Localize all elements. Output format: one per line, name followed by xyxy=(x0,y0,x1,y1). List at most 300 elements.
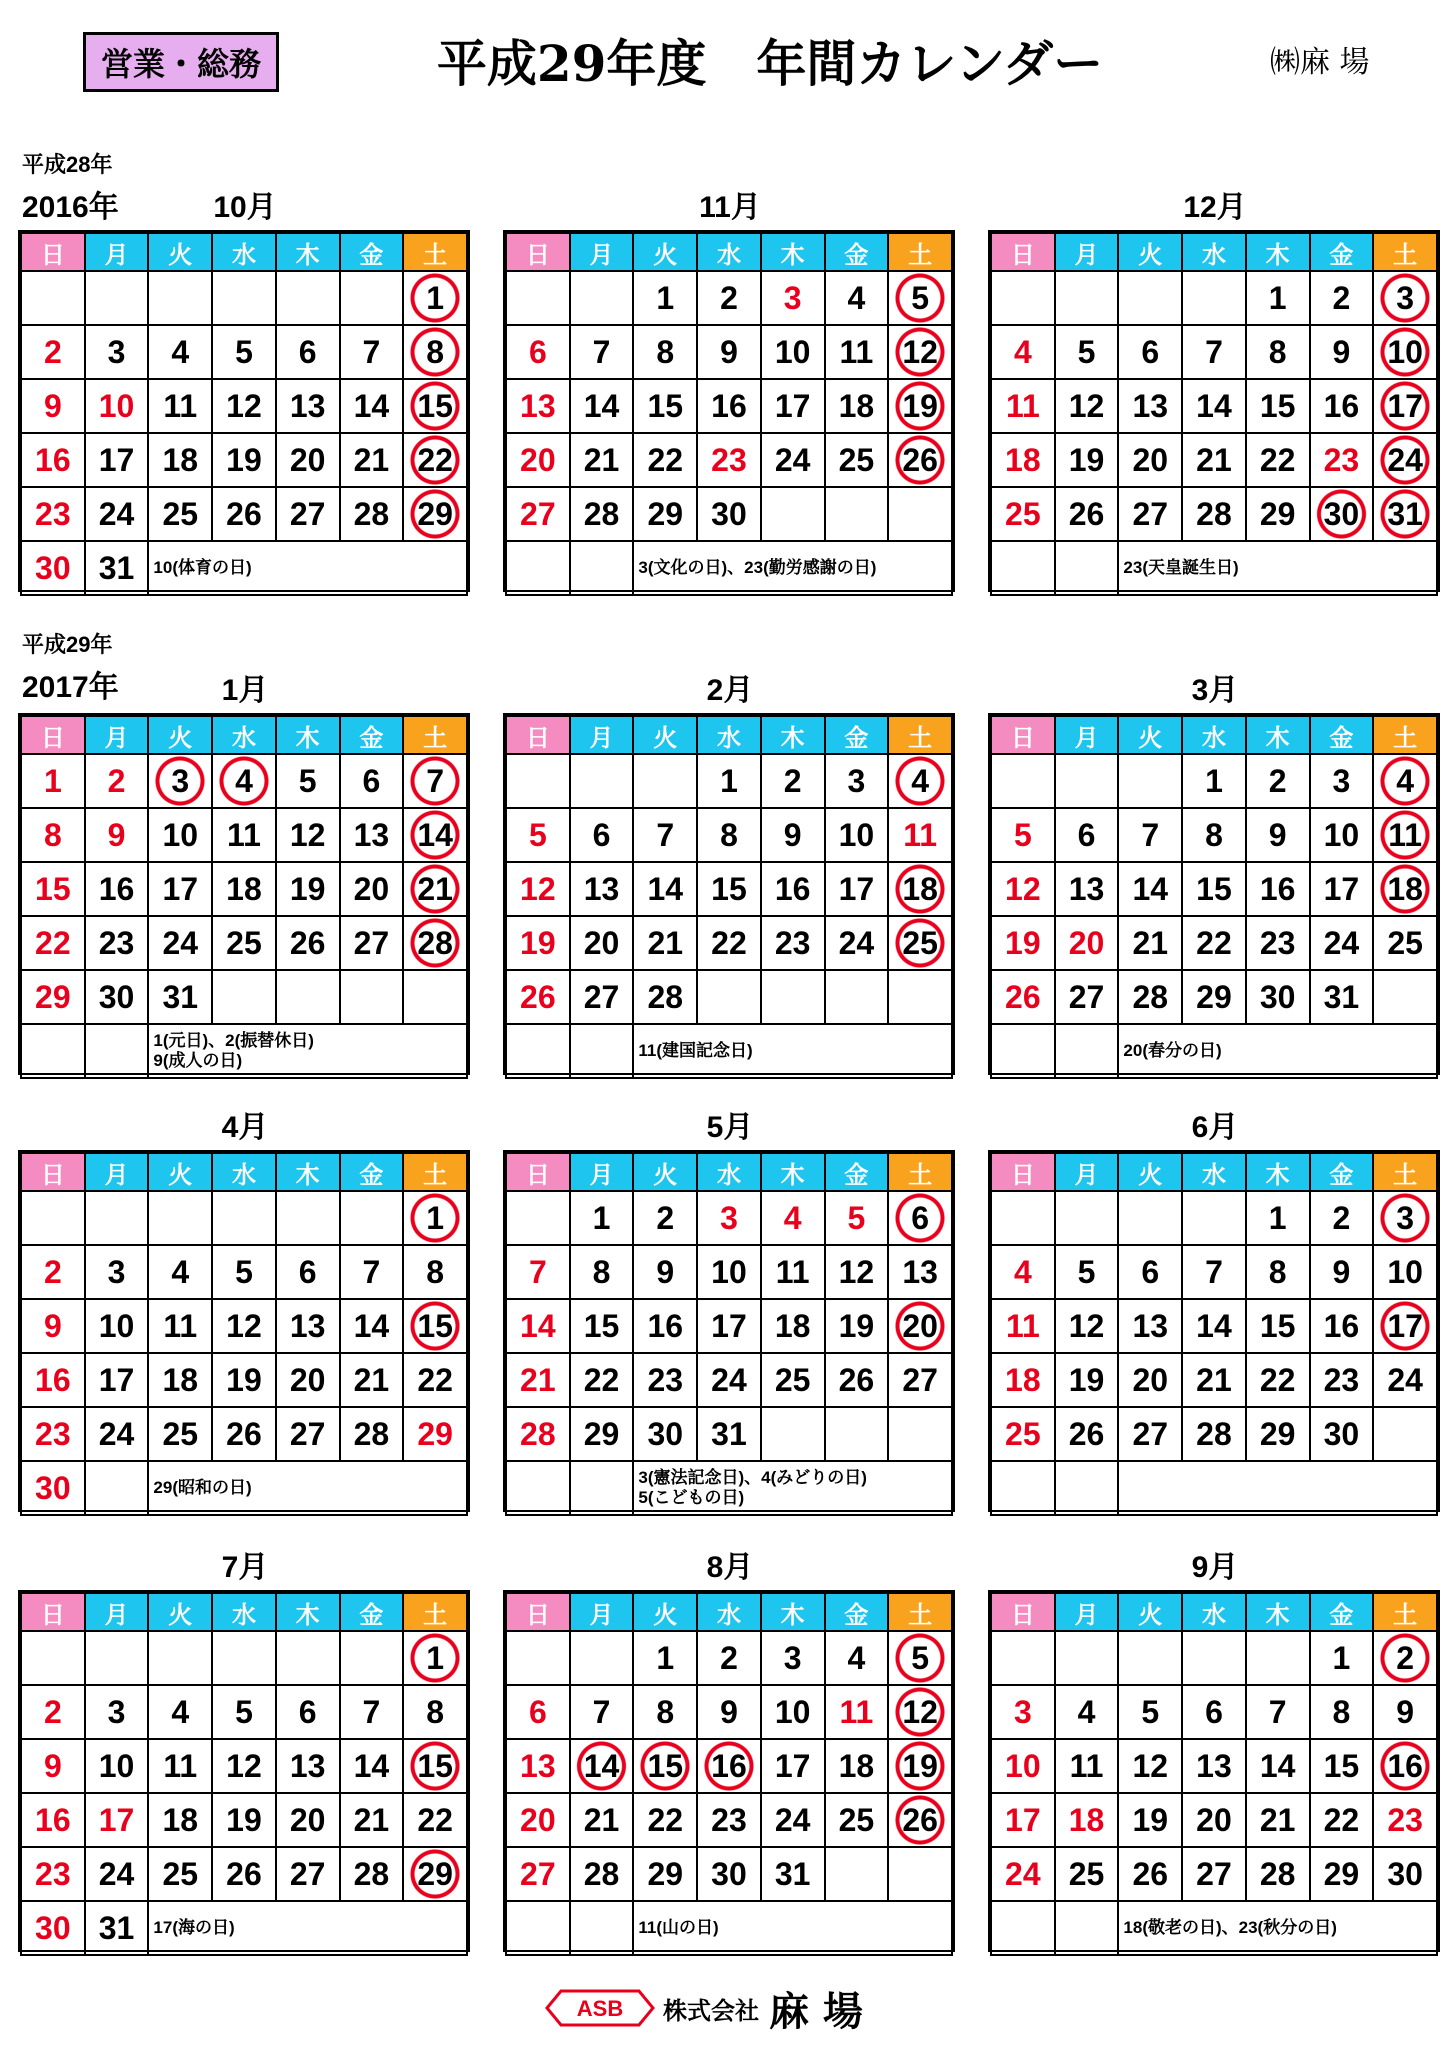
day-cell: 27 xyxy=(340,916,404,970)
day-cell xyxy=(506,754,570,808)
day-cell: 2 xyxy=(697,1631,761,1685)
day-cell xyxy=(1055,1461,1119,1515)
day-cell: 27 xyxy=(506,1847,570,1901)
day-cell: 18 xyxy=(761,1299,825,1353)
month-calendar xyxy=(988,1150,1440,1512)
day-cell: 17 xyxy=(1373,1299,1437,1353)
day-cell: 27 xyxy=(1118,1407,1182,1461)
day-cell: 17 xyxy=(825,862,889,916)
month-table xyxy=(990,1592,1438,1956)
weekday-header: 火 xyxy=(148,716,212,754)
day-cell: 27 xyxy=(276,487,340,541)
day-cell: 23 xyxy=(697,433,761,487)
day-cell: 15 xyxy=(570,1299,634,1353)
day-cell xyxy=(1182,1631,1246,1685)
day-cell: 27 xyxy=(888,1353,952,1407)
day-cell xyxy=(570,1024,634,1078)
day-cell: 19 xyxy=(888,1739,952,1793)
day-cell: 31 xyxy=(85,1901,149,1955)
weekday-header: 土 xyxy=(888,1153,952,1191)
day-cell: 8 xyxy=(1310,1685,1374,1739)
day-cell: 28 xyxy=(633,970,697,1024)
day-cell: 30 xyxy=(1310,1407,1374,1461)
day-cell: 3 xyxy=(761,271,825,325)
day-cell: 26 xyxy=(991,970,1055,1024)
month-calendar xyxy=(503,230,955,592)
day-cell: 31 xyxy=(761,1847,825,1901)
day-cell: 16 xyxy=(1246,862,1310,916)
month-title: 5月 xyxy=(706,1111,754,1144)
day-cell: 8 xyxy=(570,1245,634,1299)
day-cell: 9 xyxy=(21,379,85,433)
day-cell: 13 xyxy=(570,862,634,916)
weekday-header: 水 xyxy=(697,1593,761,1631)
day-cell: 26 xyxy=(825,1353,889,1407)
weekday-header: 日 xyxy=(21,716,85,754)
holiday-note: 3(文化の日)、23(勤労感謝の日) xyxy=(633,541,952,595)
weekday-header: 水 xyxy=(1182,1153,1246,1191)
day-cell: 26 xyxy=(212,1847,276,1901)
footer-logo xyxy=(545,1980,905,2036)
day-cell: 10 xyxy=(825,808,889,862)
day-cell: 9 xyxy=(1310,1245,1374,1299)
day-cell: 10 xyxy=(148,808,212,862)
month-calendar xyxy=(503,1150,955,1512)
day-cell: 22 xyxy=(1310,1793,1374,1847)
day-cell xyxy=(212,970,276,1024)
weekday-header: 金 xyxy=(340,1593,404,1631)
weekday-header: 金 xyxy=(1310,1153,1374,1191)
day-cell xyxy=(825,970,889,1024)
day-cell: 29 xyxy=(1246,487,1310,541)
day-cell: 23 xyxy=(21,487,85,541)
day-cell: 31 xyxy=(697,1407,761,1461)
weekday-header: 金 xyxy=(340,233,404,271)
day-cell xyxy=(991,1461,1055,1515)
day-cell: 13 xyxy=(276,1299,340,1353)
day-cell: 10 xyxy=(697,1245,761,1299)
month-calendar xyxy=(503,713,955,1075)
day-cell: 22 xyxy=(1246,433,1310,487)
day-cell: 4 xyxy=(825,271,889,325)
day-cell xyxy=(761,1407,825,1461)
day-cell: 14 xyxy=(570,379,634,433)
day-cell xyxy=(506,1191,570,1245)
day-cell xyxy=(1055,1631,1119,1685)
day-cell: 7 xyxy=(340,325,404,379)
day-cell: 15 xyxy=(403,1299,467,1353)
day-cell: 6 xyxy=(276,1685,340,1739)
day-cell: 23 xyxy=(1373,1793,1437,1847)
day-cell: 11 xyxy=(888,808,952,862)
day-cell: 2 xyxy=(1373,1631,1437,1685)
month-table xyxy=(20,1152,468,1516)
day-cell: 14 xyxy=(403,808,467,862)
day-cell xyxy=(21,1631,85,1685)
day-cell: 8 xyxy=(633,325,697,379)
day-cell: 13 xyxy=(1182,1739,1246,1793)
day-cell: 31 xyxy=(1373,487,1437,541)
day-cell xyxy=(1118,271,1182,325)
day-cell xyxy=(148,271,212,325)
day-cell: 30 xyxy=(21,1901,85,1955)
day-cell: 21 xyxy=(570,433,634,487)
month-table xyxy=(20,1592,468,1956)
day-cell: 17 xyxy=(697,1299,761,1353)
weekday-header: 金 xyxy=(340,1153,404,1191)
day-cell: 14 xyxy=(1118,862,1182,916)
weekday-header: 金 xyxy=(825,1153,889,1191)
day-cell: 8 xyxy=(633,1685,697,1739)
day-cell: 2 xyxy=(21,1245,85,1299)
day-cell: 9 xyxy=(761,808,825,862)
day-cell xyxy=(276,1631,340,1685)
day-cell: 3 xyxy=(85,1685,149,1739)
weekday-header: 日 xyxy=(506,233,570,271)
day-cell: 27 xyxy=(1055,970,1119,1024)
day-cell: 10 xyxy=(991,1739,1055,1793)
day-cell: 21 xyxy=(1182,433,1246,487)
day-cell: 8 xyxy=(1182,808,1246,862)
month-title: 12月 xyxy=(1183,191,1247,224)
weekday-header: 木 xyxy=(276,1153,340,1191)
day-cell xyxy=(1182,1191,1246,1245)
day-cell: 29 xyxy=(1246,1407,1310,1461)
day-cell: 8 xyxy=(21,808,85,862)
day-cell: 27 xyxy=(1118,487,1182,541)
day-cell: 14 xyxy=(570,1739,634,1793)
day-cell: 1 xyxy=(1246,271,1310,325)
day-cell: 17 xyxy=(85,1793,149,1847)
day-cell xyxy=(825,1847,889,1901)
weekday-header: 日 xyxy=(506,716,570,754)
day-cell: 11 xyxy=(825,1685,889,1739)
day-cell: 16 xyxy=(697,1739,761,1793)
day-cell: 29 xyxy=(633,487,697,541)
day-cell xyxy=(403,970,467,1024)
day-cell: 25 xyxy=(991,487,1055,541)
day-cell xyxy=(570,1631,634,1685)
weekday-header: 火 xyxy=(1118,233,1182,271)
day-cell: 28 xyxy=(340,1847,404,1901)
day-cell: 18 xyxy=(148,433,212,487)
weekday-header: 火 xyxy=(148,233,212,271)
day-cell: 24 xyxy=(85,1407,149,1461)
day-cell: 11 xyxy=(148,1299,212,1353)
day-cell: 16 xyxy=(21,1353,85,1407)
day-cell: 18 xyxy=(991,433,1055,487)
day-cell: 14 xyxy=(1182,379,1246,433)
weekday-header: 金 xyxy=(1310,1593,1374,1631)
day-cell: 28 xyxy=(1246,1847,1310,1901)
day-cell: 22 xyxy=(1246,1353,1310,1407)
day-cell: 1 xyxy=(403,1631,467,1685)
day-cell: 13 xyxy=(340,808,404,862)
weekday-header: 土 xyxy=(888,1593,952,1631)
day-cell: 1 xyxy=(697,754,761,808)
weekday-header: 月 xyxy=(1055,716,1119,754)
day-cell xyxy=(570,541,634,595)
weekday-header: 土 xyxy=(1373,1153,1437,1191)
day-cell: 2 xyxy=(21,325,85,379)
weekday-header: 日 xyxy=(991,1593,1055,1631)
day-cell xyxy=(148,1631,212,1685)
day-cell: 26 xyxy=(1118,1847,1182,1901)
day-cell: 25 xyxy=(888,916,952,970)
day-cell: 29 xyxy=(1182,970,1246,1024)
day-cell: 9 xyxy=(1246,808,1310,862)
holiday-note: 3(憲法記念日)、4(みどりの日) 5(こどもの日) xyxy=(633,1461,952,1515)
month-calendar xyxy=(503,1590,955,1952)
day-cell xyxy=(340,1631,404,1685)
day-cell: 19 xyxy=(825,1299,889,1353)
day-cell: 29 xyxy=(403,1407,467,1461)
day-cell xyxy=(506,541,570,595)
day-cell: 10 xyxy=(85,1739,149,1793)
day-cell: 4 xyxy=(761,1191,825,1245)
day-cell xyxy=(506,1901,570,1955)
department-label: 営業・総務 xyxy=(83,32,279,92)
day-cell: 18 xyxy=(148,1353,212,1407)
day-cell: 6 xyxy=(276,1245,340,1299)
weekday-header: 火 xyxy=(1118,716,1182,754)
day-cell: 21 xyxy=(1246,1793,1310,1847)
weekday-header: 金 xyxy=(825,1593,889,1631)
day-cell: 5 xyxy=(212,325,276,379)
day-cell xyxy=(888,1847,952,1901)
weekday-header: 月 xyxy=(85,233,149,271)
day-cell: 3 xyxy=(991,1685,1055,1739)
day-cell: 15 xyxy=(1182,862,1246,916)
day-cell: 13 xyxy=(276,379,340,433)
weekday-header: 木 xyxy=(761,233,825,271)
day-cell: 2 xyxy=(697,271,761,325)
day-cell: 18 xyxy=(148,1793,212,1847)
day-cell: 27 xyxy=(570,970,634,1024)
month-table xyxy=(20,715,468,1079)
day-cell: 6 xyxy=(276,325,340,379)
day-cell: 1 xyxy=(570,1191,634,1245)
weekday-header: 日 xyxy=(991,716,1055,754)
day-cell: 7 xyxy=(1182,325,1246,379)
day-cell: 21 xyxy=(340,1793,404,1847)
day-cell: 12 xyxy=(1055,379,1119,433)
month-title: 7月 xyxy=(221,1551,269,1584)
day-cell: 13 xyxy=(506,379,570,433)
holiday-note: 11(山の日) xyxy=(633,1901,952,1955)
day-cell: 23 xyxy=(761,916,825,970)
day-cell: 22 xyxy=(21,916,85,970)
weekday-header: 日 xyxy=(991,1153,1055,1191)
month-calendar xyxy=(18,713,470,1075)
holiday-note: 23(天皇誕生日) xyxy=(1118,541,1437,595)
month-table xyxy=(505,715,953,1079)
weekday-header: 月 xyxy=(570,1593,634,1631)
day-cell: 1 xyxy=(403,1191,467,1245)
day-cell xyxy=(991,1901,1055,1955)
day-cell: 12 xyxy=(888,1685,952,1739)
weekday-header: 月 xyxy=(570,716,634,754)
month-calendar xyxy=(18,1590,470,1952)
day-cell xyxy=(21,1024,85,1078)
day-cell: 11 xyxy=(148,1739,212,1793)
day-cell: 6 xyxy=(506,325,570,379)
day-cell: 18 xyxy=(825,1739,889,1793)
day-cell: 9 xyxy=(1373,1685,1437,1739)
month-calendar xyxy=(988,713,1440,1075)
holiday-note: 10(体育の日) xyxy=(148,541,467,595)
day-cell: 24 xyxy=(148,916,212,970)
day-cell: 16 xyxy=(1310,1299,1374,1353)
day-cell: 3 xyxy=(825,754,889,808)
day-cell: 6 xyxy=(1118,1245,1182,1299)
day-cell: 22 xyxy=(1182,916,1246,970)
day-cell: 17 xyxy=(85,433,149,487)
day-cell: 26 xyxy=(212,1407,276,1461)
day-cell: 20 xyxy=(340,862,404,916)
weekday-header: 土 xyxy=(403,716,467,754)
day-cell: 6 xyxy=(1118,325,1182,379)
day-cell: 20 xyxy=(1055,916,1119,970)
day-cell: 10 xyxy=(1373,325,1437,379)
day-cell: 24 xyxy=(991,1847,1055,1901)
day-cell: 11 xyxy=(1373,808,1437,862)
era-label-2016: 平成28年 xyxy=(22,152,113,177)
day-cell: 8 xyxy=(697,808,761,862)
day-cell: 24 xyxy=(85,1847,149,1901)
day-cell: 24 xyxy=(85,487,149,541)
day-cell: 9 xyxy=(697,325,761,379)
day-cell: 3 xyxy=(1310,754,1374,808)
weekday-header: 木 xyxy=(1246,233,1310,271)
weekday-header: 日 xyxy=(21,1153,85,1191)
weekday-header: 土 xyxy=(888,716,952,754)
day-cell: 1 xyxy=(1182,754,1246,808)
day-cell: 24 xyxy=(1373,1353,1437,1407)
day-cell: 12 xyxy=(212,1739,276,1793)
day-cell: 15 xyxy=(21,862,85,916)
day-cell xyxy=(888,1407,952,1461)
day-cell: 19 xyxy=(991,916,1055,970)
day-cell: 3 xyxy=(1373,271,1437,325)
day-cell xyxy=(1055,271,1119,325)
day-cell: 25 xyxy=(148,1407,212,1461)
weekday-header: 火 xyxy=(1118,1153,1182,1191)
day-cell: 11 xyxy=(991,1299,1055,1353)
weekday-header: 金 xyxy=(1310,233,1374,271)
logo-company-type: 株式会社 xyxy=(663,1997,759,2025)
page-title: 平成29年度 年間カレンダー xyxy=(436,34,1104,93)
month-calendar xyxy=(18,1150,470,1512)
day-cell: 8 xyxy=(403,1245,467,1299)
day-cell xyxy=(85,1631,149,1685)
day-cell: 3 xyxy=(1373,1191,1437,1245)
day-cell xyxy=(340,970,404,1024)
day-cell: 11 xyxy=(1055,1739,1119,1793)
day-cell: 19 xyxy=(212,1793,276,1847)
day-cell: 6 xyxy=(1182,1685,1246,1739)
day-cell: 30 xyxy=(1373,1847,1437,1901)
day-cell: 1 xyxy=(633,1631,697,1685)
day-cell: 27 xyxy=(506,487,570,541)
holiday-note: 20(春分の日) xyxy=(1118,1024,1437,1078)
day-cell xyxy=(825,487,889,541)
day-cell: 7 xyxy=(570,1685,634,1739)
day-cell: 21 xyxy=(1182,1353,1246,1407)
month-table xyxy=(505,1152,953,1516)
day-cell: 8 xyxy=(1246,1245,1310,1299)
day-cell: 2 xyxy=(21,1685,85,1739)
day-cell: 29 xyxy=(21,970,85,1024)
weekday-header: 木 xyxy=(276,1593,340,1631)
day-cell: 23 xyxy=(85,916,149,970)
day-cell: 1 xyxy=(403,271,467,325)
company-name: ㈱麻 場 xyxy=(1270,45,1370,80)
weekday-header: 土 xyxy=(403,233,467,271)
weekday-header: 土 xyxy=(888,233,952,271)
day-cell: 31 xyxy=(148,970,212,1024)
month-table xyxy=(990,1152,1438,1516)
day-cell: 30 xyxy=(697,487,761,541)
day-cell: 15 xyxy=(1246,1299,1310,1353)
day-cell: 11 xyxy=(148,379,212,433)
day-cell: 17 xyxy=(1373,379,1437,433)
day-cell: 11 xyxy=(212,808,276,862)
day-cell: 12 xyxy=(276,808,340,862)
day-cell: 30 xyxy=(21,1461,85,1515)
day-cell: 7 xyxy=(570,325,634,379)
month-title: 11月 xyxy=(699,191,761,224)
day-cell: 26 xyxy=(888,433,952,487)
day-cell: 14 xyxy=(1246,1739,1310,1793)
weekday-header: 木 xyxy=(1246,1593,1310,1631)
day-cell: 28 xyxy=(1182,487,1246,541)
day-cell xyxy=(21,271,85,325)
day-cell: 11 xyxy=(761,1245,825,1299)
day-cell: 28 xyxy=(340,1407,404,1461)
holiday-note: 29(昭和の日) xyxy=(148,1461,467,1515)
day-cell xyxy=(1055,1901,1119,1955)
day-cell xyxy=(506,1024,570,1078)
day-cell xyxy=(1182,271,1246,325)
day-cell: 19 xyxy=(1055,433,1119,487)
day-cell: 29 xyxy=(1310,1847,1374,1901)
day-cell: 9 xyxy=(697,1685,761,1739)
weekday-header: 月 xyxy=(1055,1593,1119,1631)
day-cell: 20 xyxy=(276,1793,340,1847)
day-cell: 24 xyxy=(761,433,825,487)
day-cell: 31 xyxy=(85,541,149,595)
weekday-header: 水 xyxy=(697,233,761,271)
day-cell xyxy=(1055,1191,1119,1245)
month-title: 6月 xyxy=(1191,1111,1239,1144)
weekday-header: 月 xyxy=(570,233,634,271)
day-cell: 26 xyxy=(1055,1407,1119,1461)
day-cell: 28 xyxy=(403,916,467,970)
weekday-header: 木 xyxy=(1246,716,1310,754)
day-cell: 7 xyxy=(403,754,467,808)
weekday-header: 火 xyxy=(633,233,697,271)
day-cell: 6 xyxy=(888,1191,952,1245)
month-title: 4月 xyxy=(221,1111,269,1144)
day-cell: 20 xyxy=(276,433,340,487)
day-cell: 28 xyxy=(1182,1407,1246,1461)
weekday-header: 土 xyxy=(1373,233,1437,271)
day-cell xyxy=(570,1461,634,1515)
holiday-note: 11(建国記念日) xyxy=(633,1024,952,1078)
day-cell: 16 xyxy=(633,1299,697,1353)
day-cell: 20 xyxy=(1182,1793,1246,1847)
